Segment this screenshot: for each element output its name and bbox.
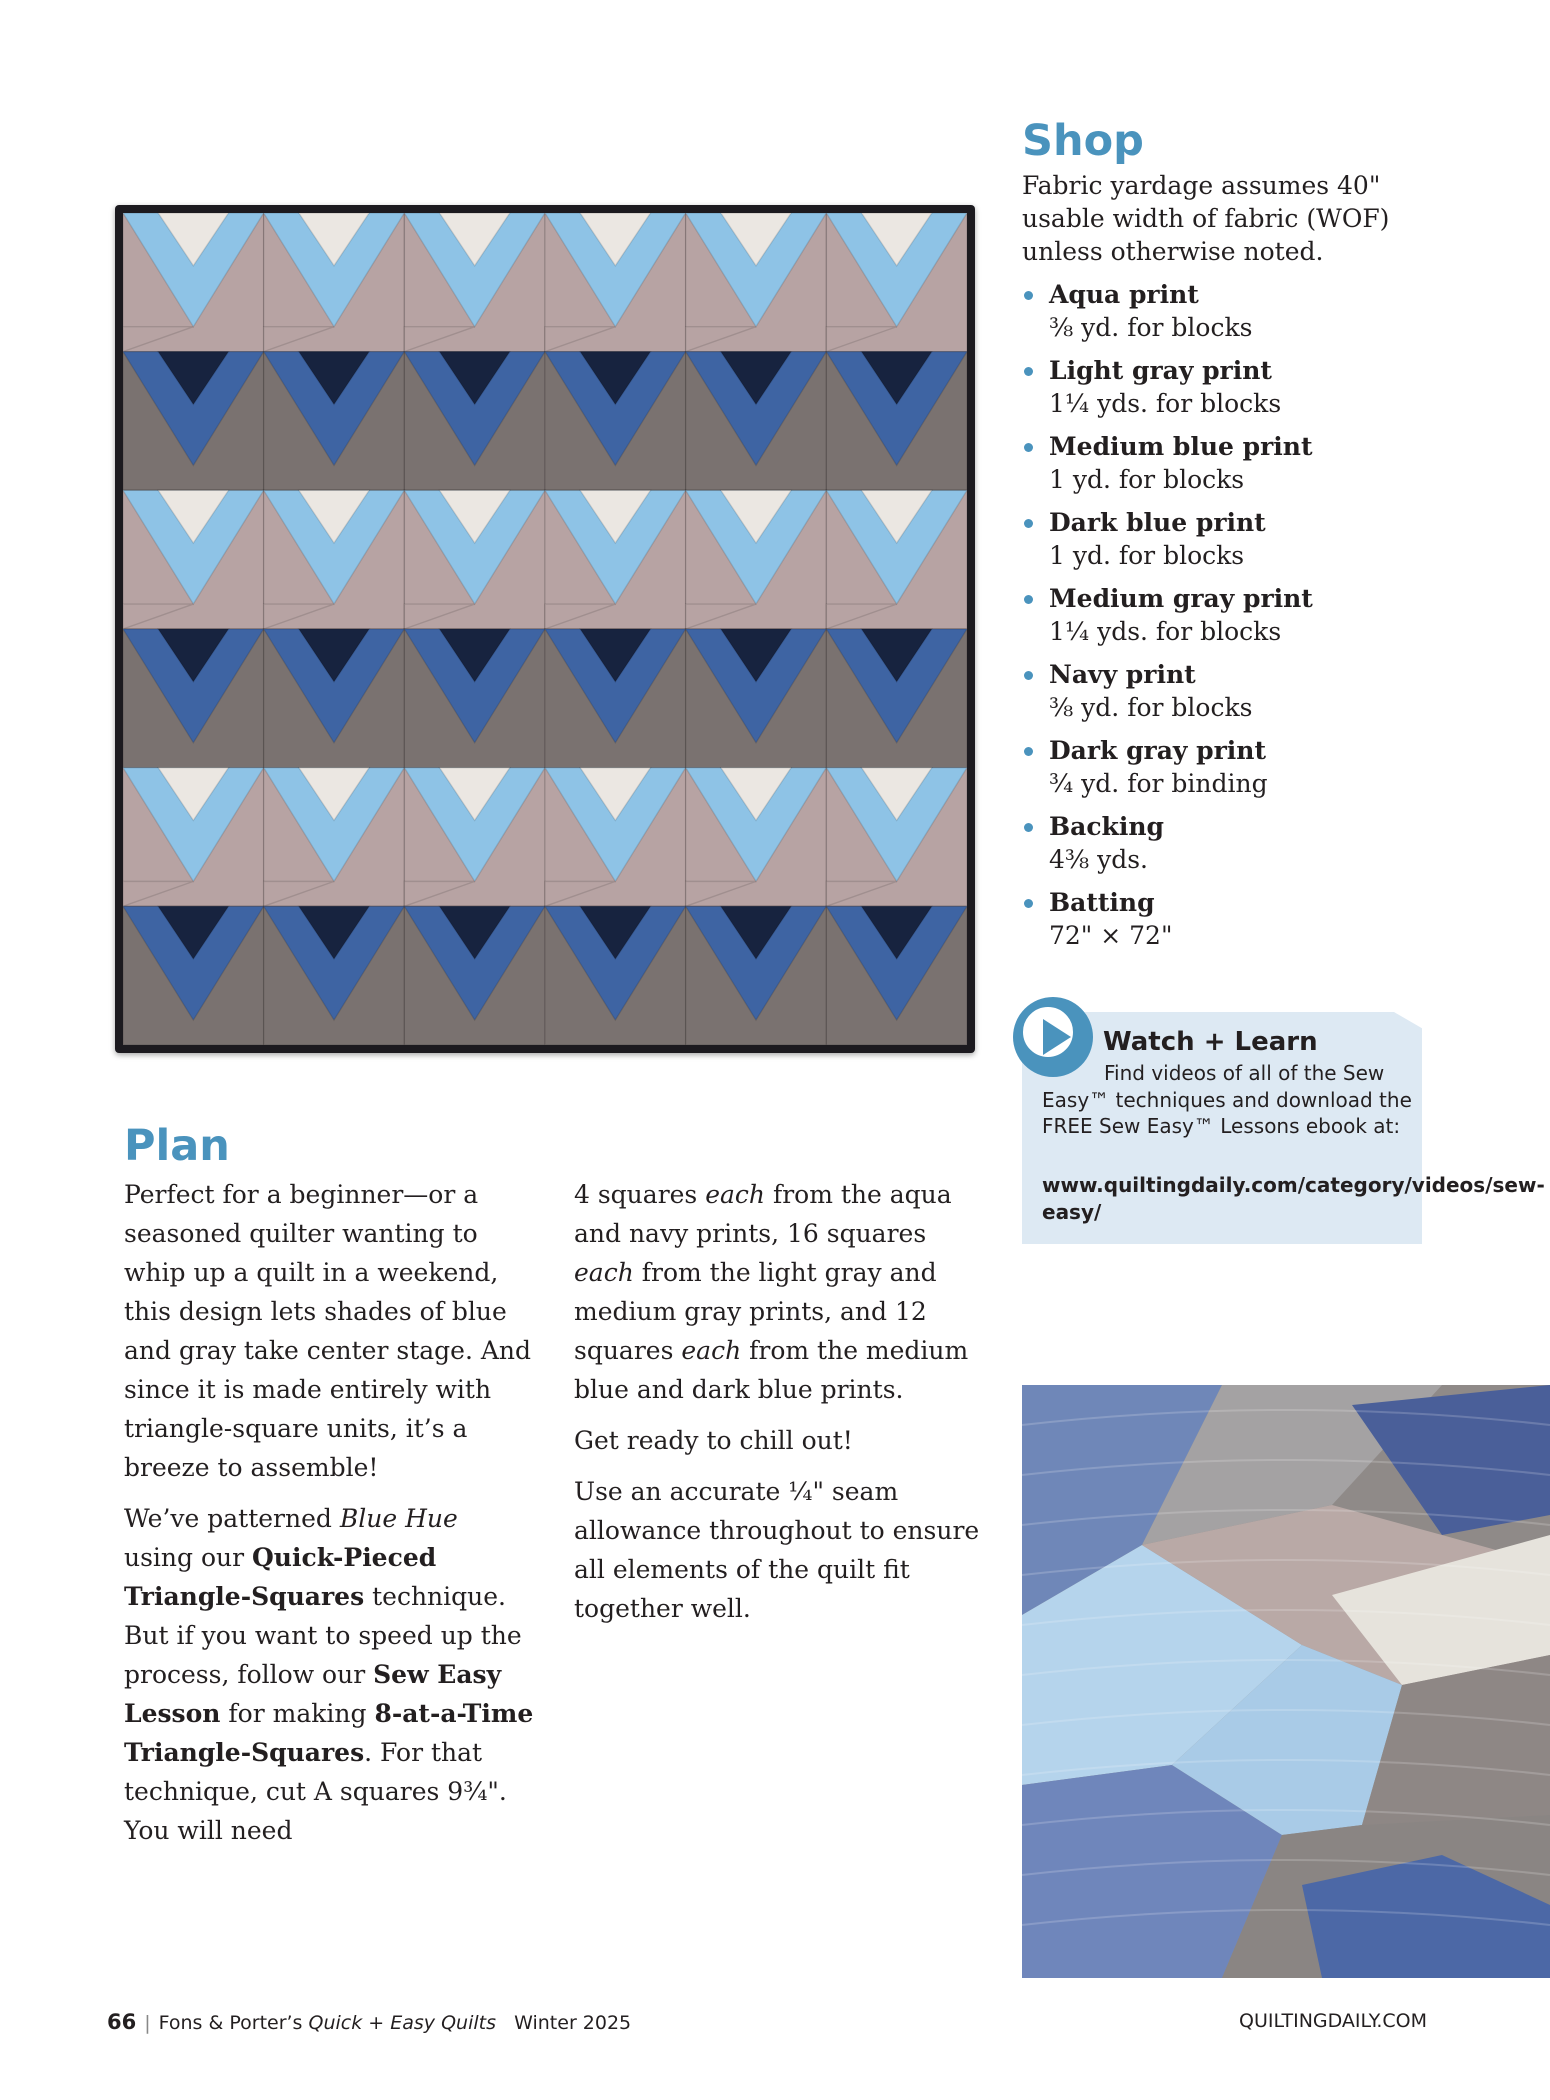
quilt-photo [115,205,975,1053]
item-detail: 72" × 72" [1049,921,1173,951]
plan-column-left [124,1175,534,1862]
item-name: Light gray print [1049,356,1272,386]
item-name: Aqua print [1049,280,1199,310]
shop-item [1022,886,1442,952]
play-icon[interactable] [1013,997,1093,1077]
quilt-detail-image [1022,1385,1550,1978]
item-detail: ⅜ yd. for blocks [1049,313,1253,343]
item-detail: ⅜ yd. for blocks [1049,693,1253,723]
shop-item [1022,734,1442,800]
plan-paragraph: Get ready to chill out! [574,1426,853,1455]
shop-list [1022,278,1442,952]
technique-link: 8-at-a-Time Triangle-Squares [124,1699,534,1767]
footer-site[interactable]: QUILTINGDAILY.COM [1239,2010,1427,2032]
shop-item [1022,506,1442,572]
shop-item [1022,582,1442,648]
shop-intro: Fabric yardage assumes 40" usable width of fabric (WOF) unless otherwise noted. [1022,171,1390,267]
shop-section [1022,118,1442,962]
technique-link: Sew Easy Lesson [124,1660,502,1728]
shop-heading: Shop [1022,116,1144,166]
watch-learn-link[interactable]: www.quiltingdaily.com/category/videos/sew-easy/ [1042,1173,1545,1224]
item-name: Medium gray print [1049,584,1313,614]
footer-publication: Fons & Porter’s [158,2012,303,2034]
item-detail: 1¼ yds. for blocks [1049,617,1282,647]
plan-paragraph: Perfect for a beginner—or a seasoned quilter wanting to whip up a quilt in a weekend, this design lets shades of blue and gray take center stage. And since it is made entirely with triangle-square units, it’s a breeze to assemble! [124,1180,531,1482]
page-footer [107,2010,1427,2040]
shop-item [1022,430,1442,496]
plan-column-right [574,1175,984,1640]
shop-item [1022,810,1442,876]
item-name: Dark blue print [1049,508,1266,538]
item-detail: 1¼ yds. for blocks [1049,389,1282,419]
item-name: Dark gray print [1049,736,1267,766]
plan-paragraph: 4 squares each from the aqua and navy prints, 16 squares each from the light gray and medium gray prints, and 12 squares each from the medium blue and dark blue prints. [574,1180,969,1404]
item-name: Navy print [1049,660,1196,690]
shop-item [1022,278,1442,344]
item-name: Backing [1049,812,1165,842]
item-detail: 1 yd. for blocks [1049,465,1245,495]
quilt-pattern-image [123,213,967,1045]
item-name: Medium blue print [1049,432,1313,462]
play-triangle-icon [1013,997,1093,1077]
plan-paragraph: We’ve patterned Blue Hue using our Quick-Pieced Triangle-Squares technique. But if you want to speed up the process, follow our Sew Easy Lesson for making 8-at-a-Time Triangle-Squares. For that technique, cut A squares 9¾". You will need [124,1504,534,1845]
shop-item [1022,658,1442,724]
item-name: Batting [1049,888,1155,918]
page-number: 66 [107,2010,137,2034]
watch-learn-title: Watch + Learn [1103,1027,1318,1057]
watch-learn-description: Find videos of all of the Sew Easy™ techniques and download the FREE Sew Easy™ Lessons ebook at: [1042,1061,1412,1138]
shop-item [1022,354,1442,420]
quilt-detail-photo [1022,1385,1550,1978]
item-detail: ¾ yd. for binding [1049,769,1268,799]
technique-link: Quick-Pieced Triangle-Squares [124,1543,437,1611]
footer-separator: | [144,2012,151,2034]
plan-paragraph: Use an accurate ¼" seam allowance throughout to ensure all elements of the quilt fit together well. [574,1477,980,1623]
item-detail: 1 yd. for blocks [1049,541,1245,571]
footer-magazine: Quick + Easy Quilts [308,2012,496,2034]
item-detail: 4⅜ yds. [1049,845,1148,875]
footer-issue: Winter 2025 [514,2012,632,2034]
plan-heading: Plan [124,1121,230,1171]
